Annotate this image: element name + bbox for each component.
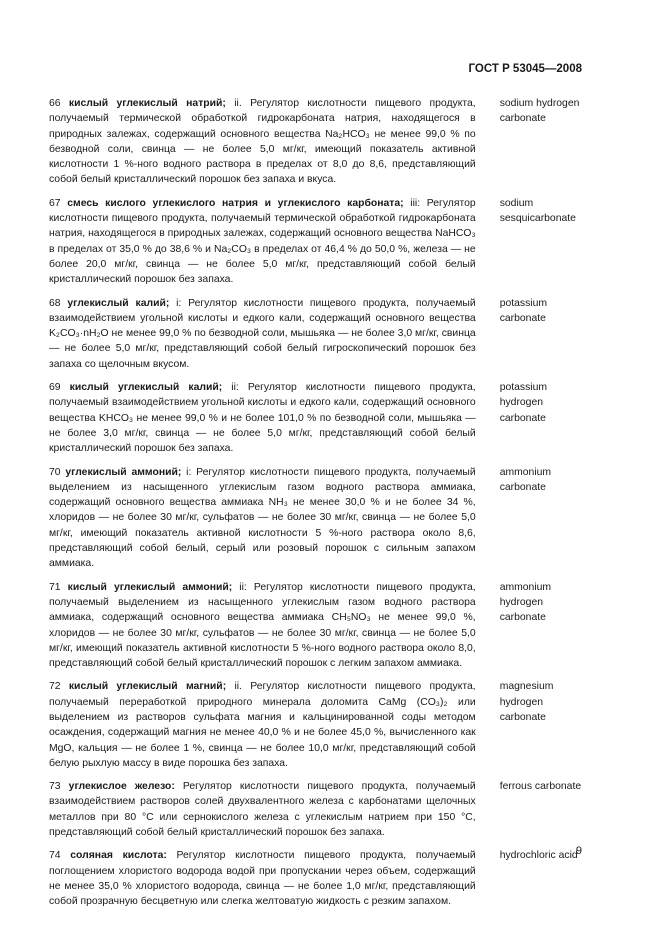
entry-description: Регулятор кислотности пищевого продукта, получаемый поглощением хлористого водорода водой при пропускании через объем, содержащий не менее 35,0 % хлористого водорода, свинца — не более 1,0 мг/кг, представляющий собой прозрачную бесцветную или слегка желтоватую жидкость с резким запахом. [49,850,476,908]
term-entry [49,679,589,771]
entry-term: углекислый калий; [67,297,170,309]
entry-term: углекислое железо: [68,781,175,793]
entry-english: ferrous carbonate [499,781,582,793]
entry-description: Регулятор кислотности пищевого продукта, получаемый термической обработкой гидрокарбоната натрия, находящегося в природных залежах, содержащий основного вещества NaHCO₃ в пределах от 35,0 % до 38,6 % и Na₂CO₃ в пределах от 46,4 % до 50,0 %, железа — не более 20,0 мг/кг, свинца — не более 5,0 мг/кг, представляющий собой белый кристаллический порошок без запаха. [49,197,476,286]
entry-number: 70 [49,466,61,478]
entry-description: Регулятор кислотности пищевого продукта, получаемый взаимодействием растворов солей двухвалентного железа с карбонатами щелочных металлов при 80 °C или сернокислого железа с углекислым натрием при 150 °C, представляющий собой белый кристаллический порошок без запаха. [49,781,476,839]
entry-term: кислый углекислый калий; [69,382,223,394]
entry-term: кислый углекислый натрий; [68,98,226,109]
term-entry [49,96,589,188]
entry-term: соляная кислота: [70,850,167,862]
document-header: ГОСТ Р 53045—2008 [468,63,582,75]
entry-number: 74 [49,850,61,862]
entry-term: кислый углекислый магний; [68,681,227,693]
entry-number: 73 [49,781,61,793]
entry-index: ii: [232,581,247,593]
entry-index: ii. [225,98,242,109]
entry-index: ii: [222,382,239,394]
entry-number: 69 [49,382,61,394]
entry-number: 66 [49,98,61,109]
term-entry [49,380,589,456]
page-number: 9 [575,845,582,857]
entry-english: potassium carbonate [499,297,548,324]
entry-index: iii: [403,197,421,209]
term-list [49,96,589,918]
entry-description: Регулятор кислотности пищевого продукта, получаемый взаимодействием угольной кислоты и едкого кали, содержащий основного вещества K₂CO₃·nH₂O не менее 99,0 % по безводной соли, мышьяка — не более 3,0 мг/кг, свинца — не более 5,0 мг/кг, представляющий собой белый гигроскопический порошок без запаха со щелочным вкусом. [49,297,476,370]
term-entry [49,848,589,909]
entry-description: Регулятор кислотности пищевого продукта, получаемый переработкой природного минерала доломита CaMg (CO₃)₂ или выделением из растворов сульфата магния и кальцинированной соды методом осаждения, содержащий магния не менее 40,0 % и не более 45,0 %, вычисленного как MgO, кальция — не более 1 %, свинца — не более 10,0 мг/кг, представляющий собой белую рыхлую массу в виде порошка без запаха. [49,681,476,769]
entry-english: ammonium hydrogen carbonate [499,581,552,624]
entry-term: смесь кислого углекислого натрия и углекислого карбоната; [67,197,404,209]
entry-number: 72 [49,681,61,693]
entry-index: ii. [226,681,242,693]
entry-number: 71 [49,581,61,593]
entry-number: 68 [49,297,61,309]
term-entry [49,779,589,840]
entry-index: i: [181,466,192,478]
entry-number: 67 [49,197,61,209]
term-entry [49,580,589,672]
term-entry [49,196,589,288]
entry-term: углекислый аммоний; [65,466,182,478]
entry-description: Регулятор кислотности пищевого продукта, получаемый выделением из насыщенного углекислым газом водного раствора аммиака, содержащий основного вещества аммиака CH₅NO₃ не менее 99,0 %, хлоридов — не более 30 мг/кг, сульфатов — не более 30 мг/кг, свинца — не более 5,0 мг/кг, имеющий показатель активной кислотности 5 %-ного водного раствора около 8,0, представляющий собой белый кристаллический порошок с легким запахом аммиака. [49,581,476,670]
entry-english: potassium hydrogen carbonate [499,382,548,424]
entry-index: i: [169,297,182,309]
entry-english: sodium hydrogen carbonate [499,98,580,125]
entry-english: sodium sesquicarbonate [499,197,576,225]
entry-description: Регулятор кислотности пищевого продукта, получаемый термической обработкой гидрокарбоната натрия, находящегося в природных залежах, содержащий основного вещества Na₂HCO₃ не менее 99,0 % по безводной соли, свинца — не более 5,0 мг/кг, имеющий показатель активной кислотности 1 %-ного водного раствора в пределах от 8,0 до 8,6, представляющий собой белый кристаллический порошок без запаха и вкуса. [49,98,476,186]
entry-description: Регулятор кислотности пищевого продукта, получаемый выделением из насыщенного углекислым газом водного раствора аммиака, содержащий основного вещества аммиака NH₃ не менее 30,0 % и не более 34 %, хлоридов — не более 30 мг/кг, сульфатов — не более 30 мг/кг, свинца — не более 5,0 мг/кг, имеющий показатель активной кислотности 5 %-ного раствора около 8,6, представляющий собой белый, серый или розовый порошок с сильным запахом аммиака. [49,466,476,570]
term-entry [49,465,589,572]
entry-english: ammonium carbonate [499,466,552,493]
entry-term: кислый углекислый аммоний; [67,581,233,593]
term-entry [49,296,589,372]
entry-english: magnesium hydrogen carbonate [499,681,554,723]
entry-english: hydrochloric acid [499,850,578,862]
entry-description: Регулятор кислотности пищевого продукта, получаемый взаимодействием угольной кислоты и едкого кали, содержащий основного вещества KHCO₃ не менее 99,0 % и не более 101,0 % по безводной соли, мышьяка — не более 3,0 мг/кг, свинца — не более 5,0 мг/кг, представляющий собой белый кристаллический порошок без запаха. [49,382,476,455]
